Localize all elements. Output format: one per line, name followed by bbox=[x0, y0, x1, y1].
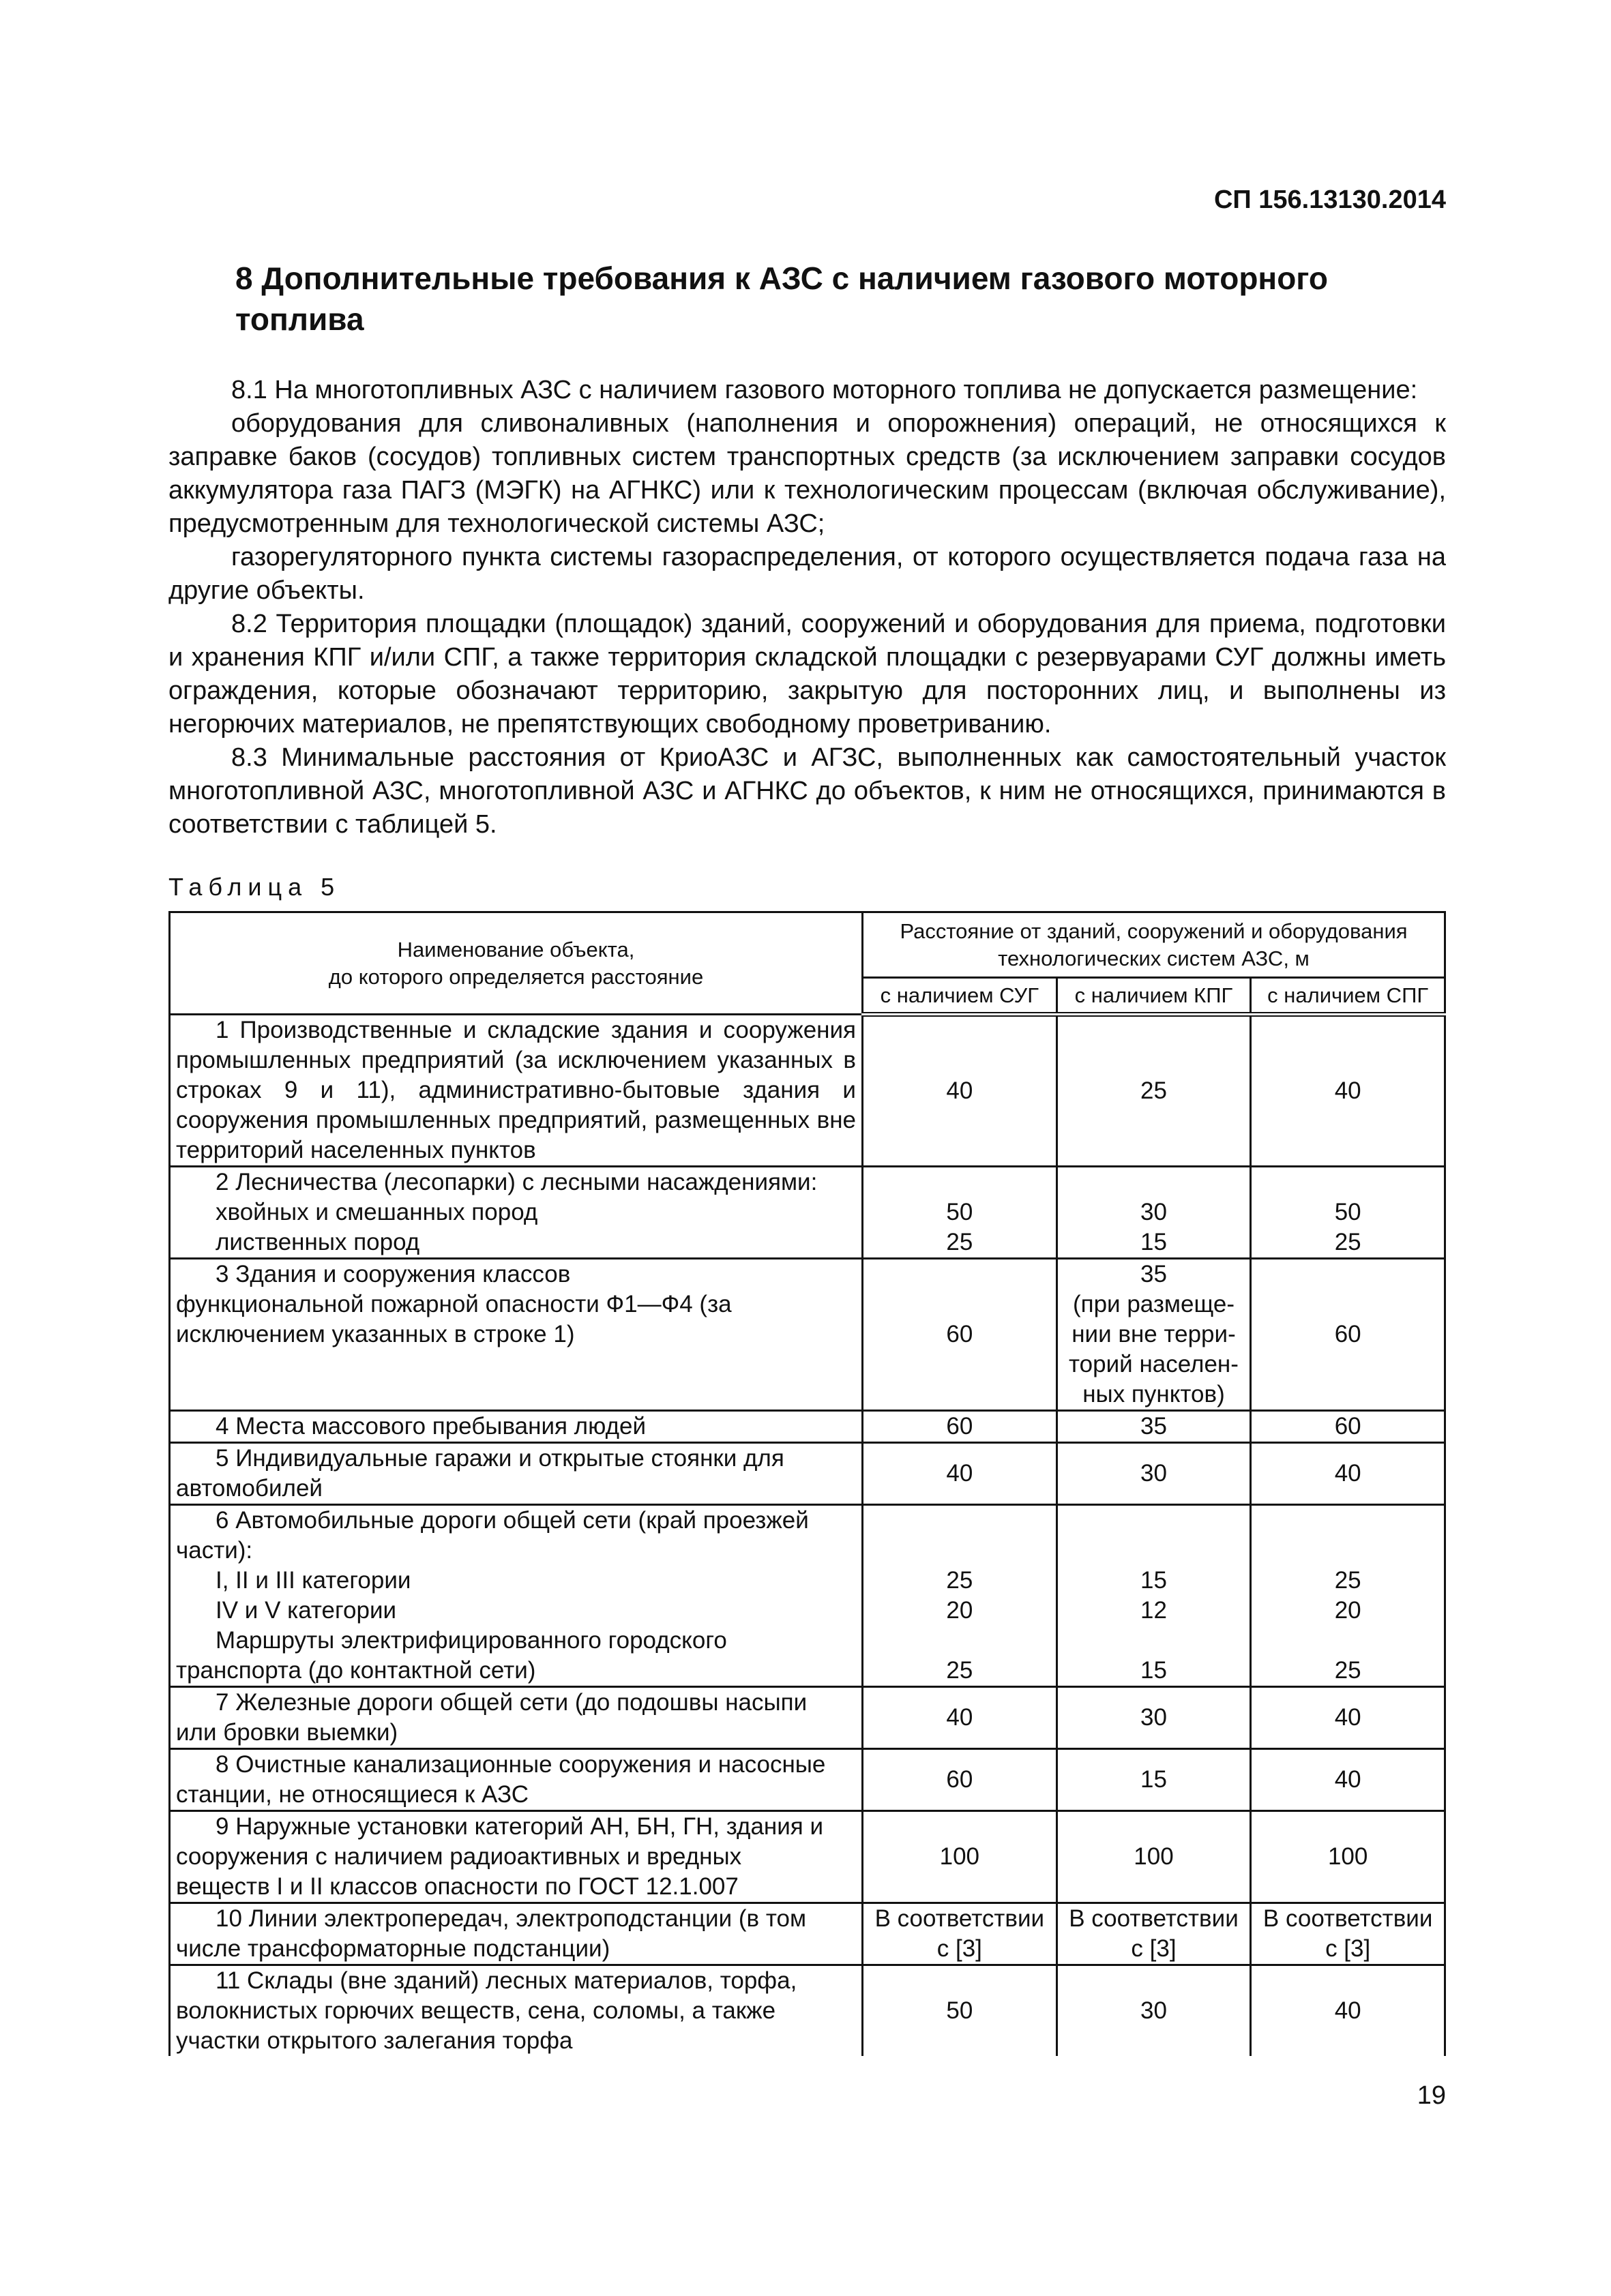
header-object: Наименование объекта, до которого определяется расстояние bbox=[170, 912, 863, 1015]
paragraph-8-3: 8.3 Минимальные расстояния от КриоАЗС и АГЗС, выполненных как самостоятельный участок многотопливной АЗС, многотопливной АЗС и АГНКС до объектов, к ним не относящихся, принимаются в соответствии с таблицей 5. bbox=[168, 743, 1446, 839]
cell-value: 60 bbox=[863, 1411, 1057, 1443]
cell-value: 25 bbox=[1334, 1657, 1361, 1684]
row-name: 5 Индивидуальные гаражи и открытые стоянки для автомобилей bbox=[176, 1445, 784, 1502]
cell-value: 25 bbox=[946, 1229, 973, 1255]
row-sub-name: IV и V категории bbox=[216, 1597, 397, 1624]
paragraph-8-2: 8.2 Территория площадки (площадок) зданий, сооружений и оборудования для приема, подготовки и хранения КПГ и/или СПГ, а также территория складской площадки с резервуарами СУГ должны иметь ограждения, которые обозначают территорию, закрытую для посторонних лиц, и выполнены из негорючих материалов, не препятствующих свободному проветриванию. bbox=[168, 610, 1446, 739]
cell-value: 20 bbox=[946, 1597, 973, 1624]
row-sub-name: I, II и III категории bbox=[216, 1567, 411, 1594]
table-row bbox=[170, 1811, 1445, 1903]
row-name: 2 Лесничества (лесопарки) с лесными насаждениями: bbox=[216, 1169, 818, 1195]
row-name: 10 Линии электропередач, электроподстанции (в том числе трансформаторные подстанции) bbox=[176, 1905, 807, 1962]
section-body bbox=[168, 374, 1446, 841]
cell-value: 50 bbox=[863, 1965, 1057, 2057]
row-name: 7 Железные дороги общей сети (до подошвы насыпи или бровки выемки) bbox=[176, 1689, 808, 1746]
row-name: 4 Места массового пребывания людей bbox=[216, 1413, 647, 1440]
cell-value: 40 bbox=[863, 1015, 1057, 1167]
cell-value: 30 bbox=[1056, 1965, 1251, 2057]
distance-table bbox=[168, 911, 1446, 2056]
cell-value: 12 bbox=[1140, 1597, 1167, 1624]
cell-value: 40 bbox=[1251, 1749, 1445, 1811]
cell-value: 15 bbox=[1056, 1749, 1251, 1811]
cell-value: 60 bbox=[863, 1749, 1057, 1811]
header-col-kpg: с наличием КПГ bbox=[1056, 978, 1251, 1015]
table-row bbox=[170, 1411, 1445, 1443]
row-sub-name: хвойных и смешанных пород bbox=[216, 1199, 538, 1225]
cell-value: 60 bbox=[863, 1259, 1057, 1411]
cell-value: 25 bbox=[946, 1567, 973, 1594]
cell-value: 100 bbox=[1056, 1811, 1251, 1903]
row-name: 6 Автомобильные дороги общей сети (край проезжей части): bbox=[176, 1507, 809, 1564]
page-number: 19 bbox=[1417, 2081, 1446, 2110]
table-row bbox=[170, 1505, 1445, 1687]
cell-value: 40 bbox=[863, 1687, 1057, 1749]
cell-value: 30 bbox=[1056, 1687, 1251, 1749]
cell-value: 25 bbox=[1334, 1567, 1361, 1594]
cell-value: 40 bbox=[863, 1443, 1057, 1505]
cell-value: 25 bbox=[1334, 1229, 1361, 1255]
header-col-sug: с наличием СУГ bbox=[863, 978, 1057, 1015]
cell-value: В соответствии с [3] bbox=[1251, 1903, 1445, 1965]
table-caption: Таблица 5 bbox=[168, 873, 341, 901]
cell-value: 15 bbox=[1140, 1229, 1167, 1255]
cell-value: В соответствии с [3] bbox=[1056, 1903, 1251, 1965]
table-row bbox=[170, 1687, 1445, 1749]
row-name: 11 Склады (вне зданий) лесных материалов, торфа, волокнистых горючих веществ, сена, соломы, а также участки открытого залегания торфа bbox=[176, 1967, 797, 2054]
cell-value: 35 bbox=[1056, 1411, 1251, 1443]
table-row bbox=[170, 1443, 1445, 1505]
table-row bbox=[170, 1015, 1445, 1167]
row-sub-name: Маршруты электрифицированного городского транспорта (до контактной сети) bbox=[176, 1627, 727, 1684]
cell-value: 100 bbox=[1251, 1811, 1445, 1903]
cell-value: 40 bbox=[1251, 1687, 1445, 1749]
row-name: 1 Производственные и складские здания и сооружения промышленных предприятий (за исключением указанных в строках 9 и 11), административно-бытовые здания и сооружения промышленных предприятий, размещенных вне территорий населенных пунктов bbox=[176, 1017, 856, 1163]
cell-value: 30 bbox=[1056, 1443, 1251, 1505]
paragraph-equipment: оборудования для сливоналивных (наполнения и опорожнения) операций, не относящихся к заправке баков (сосудов) топливных систем транспортных средств (за исключением заправки сосудов аккумулятора газа ПАГЗ (МЭГК) на АГНКС) или к технологическим процессам (включая обслуживание), предусмотренным для технологической системы АЗС; bbox=[168, 409, 1446, 538]
table-row bbox=[170, 1749, 1445, 1811]
cell-value: 100 bbox=[863, 1811, 1057, 1903]
document-code: СП 156.13130.2014 bbox=[1213, 185, 1446, 214]
cell-value: 25 bbox=[1056, 1015, 1251, 1167]
cell-value: 40 bbox=[1251, 1015, 1445, 1167]
cell-value: 40 bbox=[1251, 1443, 1445, 1505]
cell-value: 30 bbox=[1140, 1199, 1167, 1225]
table-row bbox=[170, 1259, 1445, 1411]
cell-value: 60 bbox=[1251, 1411, 1445, 1443]
cell-value: 25 bbox=[946, 1657, 973, 1684]
row-name: 9 Наружные установки категорий АН, БН, ГН, здания и сооружения с наличием радиоактивных и вредных веществ I и II классов опасности по ГОСТ 12.1.007 bbox=[176, 1813, 824, 1900]
table-row bbox=[170, 1903, 1445, 1965]
cell-value: 35 (при размеще- нии вне терри- торий населен- ных пунктов) bbox=[1056, 1259, 1251, 1411]
paragraph-8-1: 8.1 На многотопливных АЗС с наличием газового моторного топлива не допускается размещение: bbox=[231, 376, 1418, 404]
cell-value: 15 bbox=[1140, 1567, 1167, 1594]
cell-value: В соответствии с [3] bbox=[863, 1903, 1057, 1965]
row-name: 8 Очистные канализационные сооружения и насосные станции, не относящиеся к АЗС bbox=[176, 1751, 826, 1808]
cell-value: 50 bbox=[946, 1199, 973, 1225]
paragraph-gas-point: газорегуляторного пункта системы газораспределения, от которого осуществляется подача газа на другие объекты. bbox=[168, 543, 1446, 605]
row-name: 3 Здания и сооружения классов функциональной пожарной опасности Ф1—Ф4 (за исключением указанных в строке 1) bbox=[176, 1261, 732, 1347]
table-row bbox=[170, 1965, 1445, 2057]
cell-value: 50 bbox=[1334, 1199, 1361, 1225]
cell-value: 40 bbox=[1251, 1965, 1445, 2057]
section-title: 8 Дополнительные требования к АЗС с наличием газового моторного топлива bbox=[235, 260, 1328, 337]
table-row bbox=[170, 1167, 1445, 1259]
header-col-spg: с наличием СПГ bbox=[1251, 978, 1445, 1015]
cell-value: 20 bbox=[1334, 1597, 1361, 1624]
cell-value: 60 bbox=[1251, 1259, 1445, 1411]
row-sub-name: лиственных пород bbox=[216, 1229, 420, 1255]
cell-value: 15 bbox=[1140, 1657, 1167, 1684]
header-distance: Расстояние от зданий, сооружений и оборудования технологических систем АЗС, м bbox=[863, 912, 1445, 978]
